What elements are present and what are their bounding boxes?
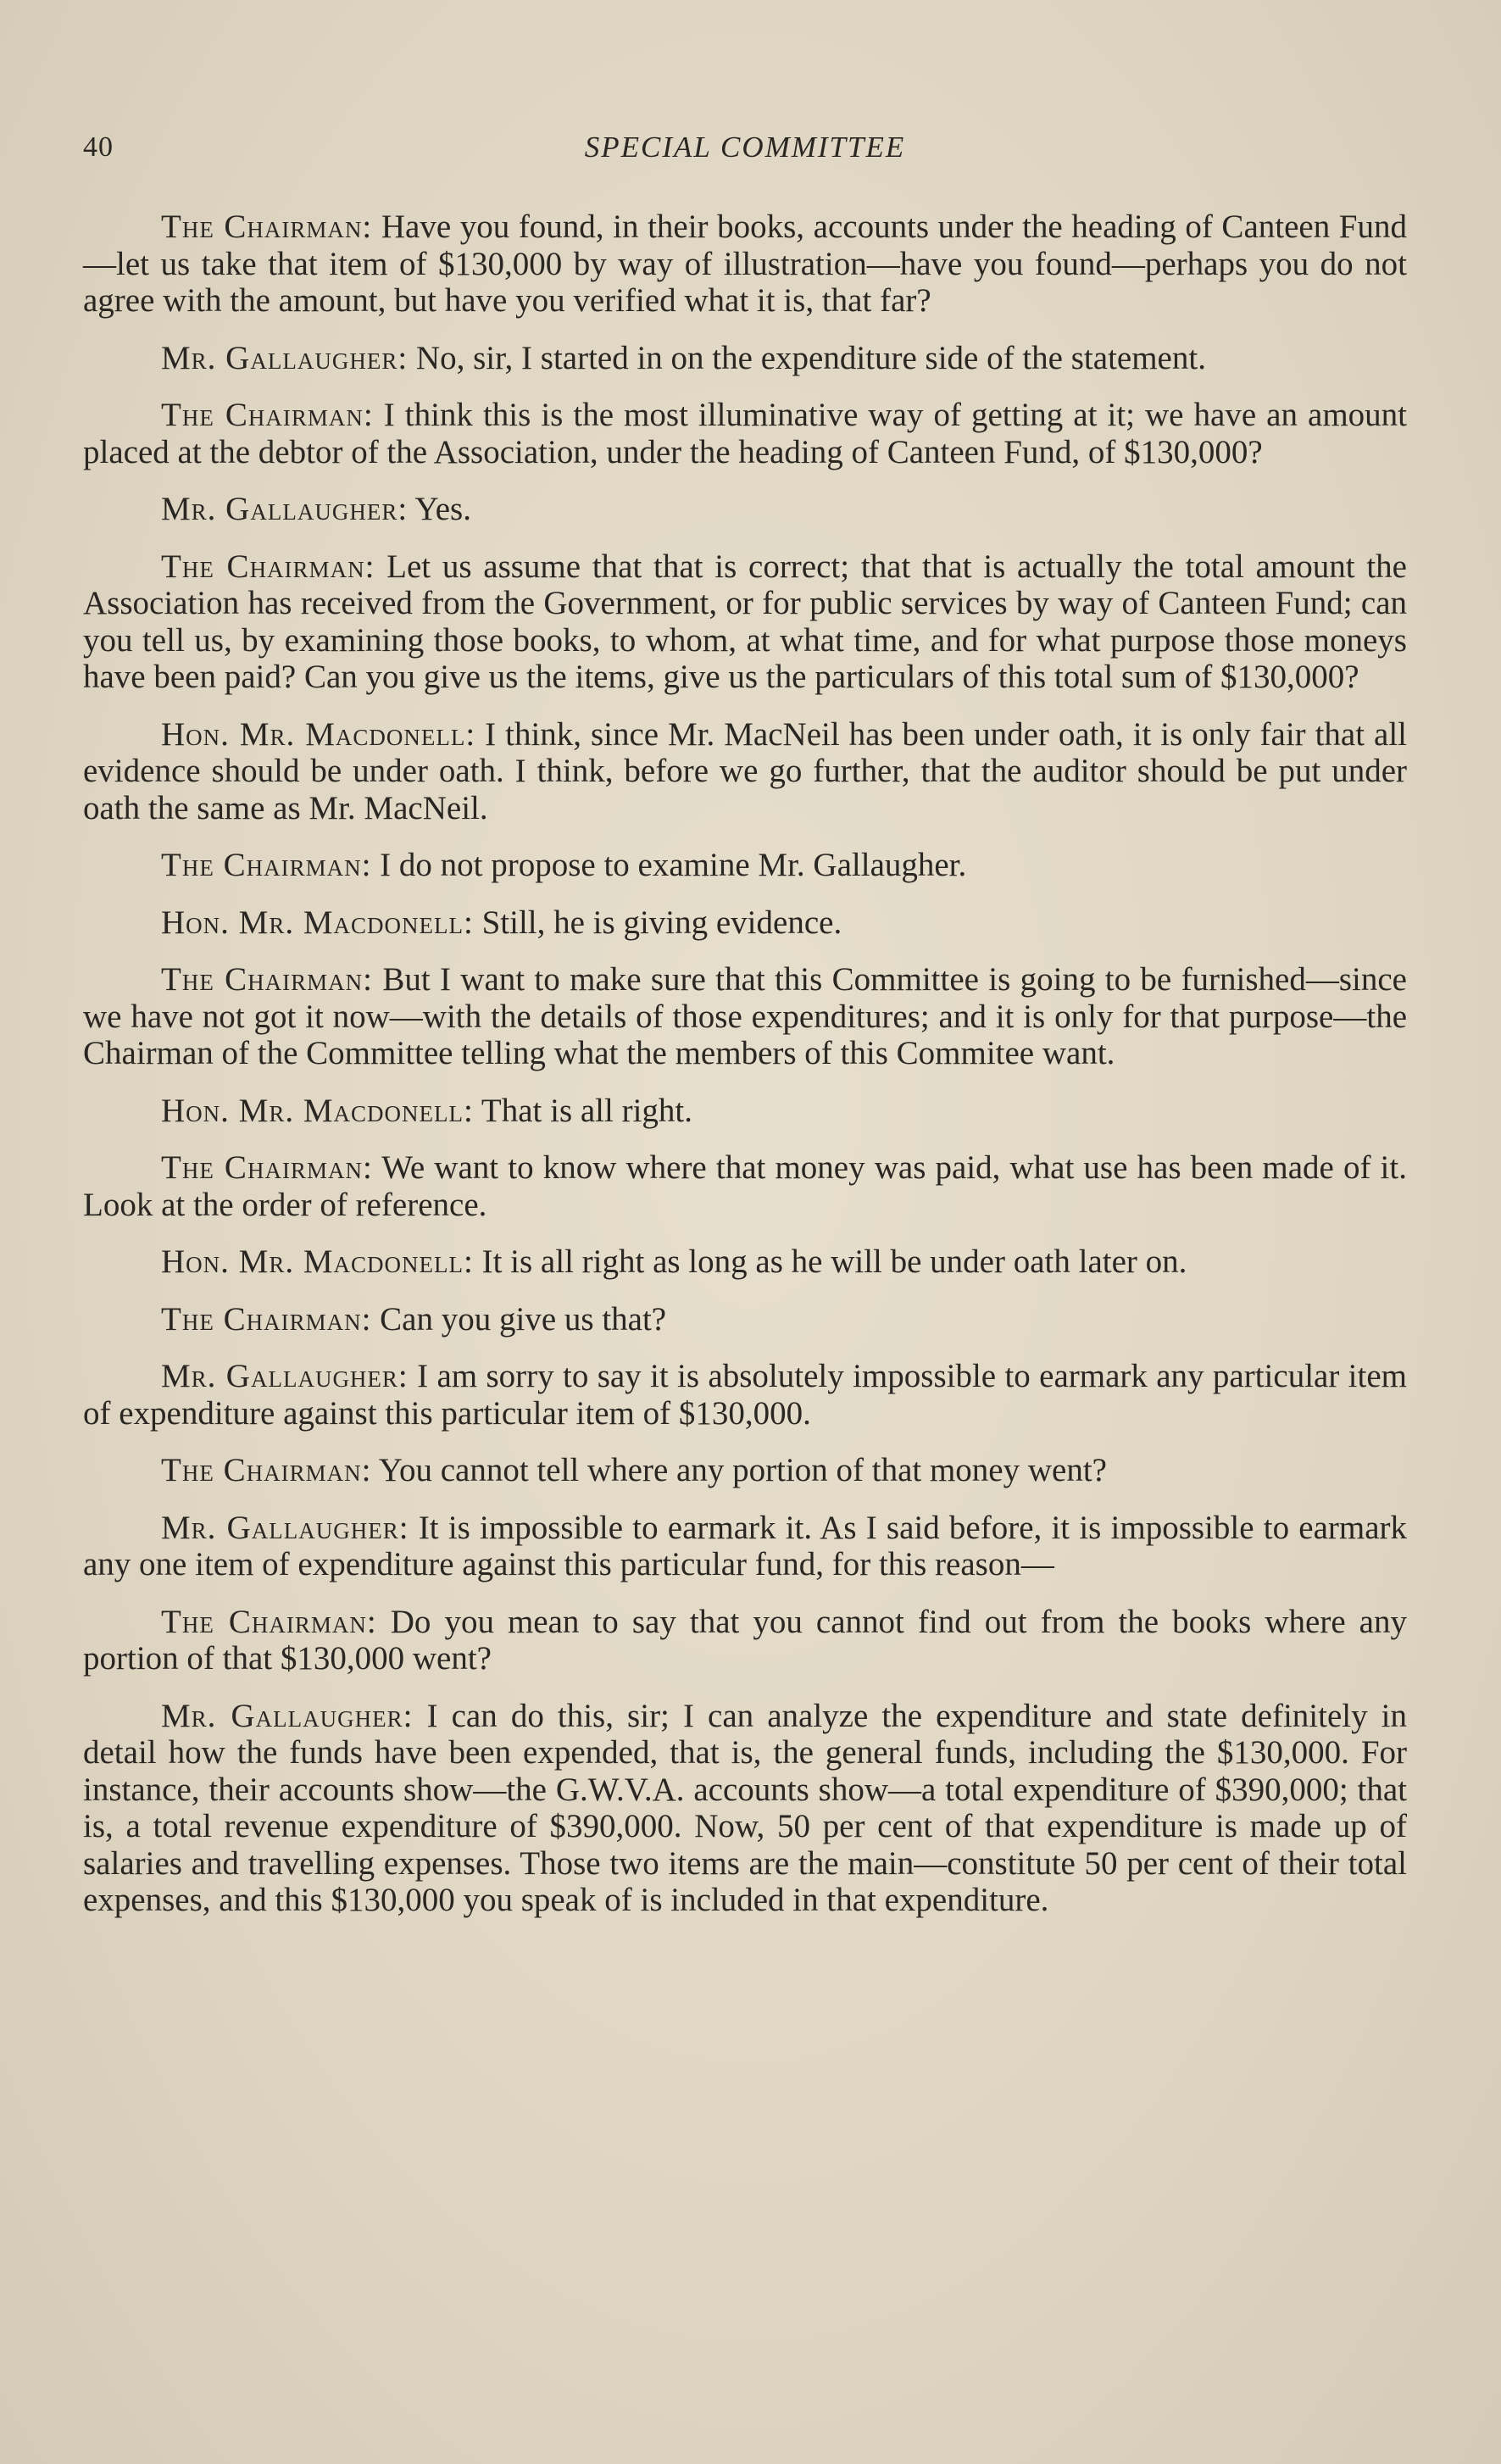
paragraph [83, 1698, 1407, 1919]
speech-text: You cannot tell where any portion of that money went? [371, 1452, 1107, 1488]
speech-text: It is all right as long as he will be under oath later on. [473, 1243, 1187, 1280]
speaker-name: The Chairman: [161, 961, 373, 998]
speech-text: That is all right. [473, 1092, 693, 1129]
speech-text: We want to know where that money was paid, what use has been made of it. Look at the order of reference. [83, 1149, 1407, 1223]
speaker-name: The Chairman: [161, 847, 372, 883]
speech-text: Do you mean to say that you cannot find out from the books where any portion of that $130,000 went? [83, 1603, 1407, 1677]
speaker-name: Mr. Gallaugher: [161, 1509, 409, 1546]
speaker-name: Mr. Gallaugher: [161, 339, 409, 376]
speech-text: I do not propose to examine Mr. Gallaugher. [371, 847, 967, 883]
speaker-name: Hon. Mr. Macdonell: [161, 904, 474, 941]
paragraph [83, 716, 1407, 827]
speaker-name: The Chairman: [161, 548, 375, 585]
speech-text: But I want to make sure that this Committee is going to be furnished—since we have not got it now—with the details of those expenditures; and it is only for that purpose—the Chairman of the Committee telling what the members of this Commitee want. [83, 961, 1407, 1071]
page-number: 40 [83, 131, 114, 163]
speech-text: Still, he is giving evidence. [473, 904, 842, 941]
speaker-name: The Chairman: [161, 397, 374, 433]
page-header [83, 127, 1407, 178]
speaker-name: Hon. Mr. Macdonell: [161, 1092, 474, 1129]
speech-text: No, sir, I started in on the expenditure side of the statement. [408, 339, 1206, 376]
paragraph [83, 1093, 1407, 1130]
paragraph [83, 209, 1407, 320]
speech-text: Let us assume that that is correct; that that is actually the total amount the Association has received from the Government, or for public services by way of Canteen Fund; can you tell us, by examining those books, to whom, at what time, and for what purpose those moneys have been paid? Can you give us the items, give us the particulars of this total sum of $130,000? [83, 548, 1407, 695]
speech-text: I think this is the most illuminative way of getting at it; we have an amount placed at the debtor of the Association, under the heading of Canteen Fund, of $130,000? [83, 397, 1407, 470]
speech-text: Can you give us that? [371, 1300, 667, 1338]
speaker-name: Mr. Gallaugher: [161, 1358, 409, 1394]
paragraph [83, 397, 1407, 470]
paragraph [83, 491, 1407, 528]
speaker-name: The Chairman: [161, 1149, 373, 1186]
running-title: SPECIAL COMMITTEE [584, 131, 906, 164]
paragraph [83, 961, 1407, 1072]
speech-text: Have you found, in their books, accounts under the heading of Canteen Fund—let us take that item of $130,000 by way of illustration—have you found—perhaps you do not agree with the amount, but have you verified what it is, that far? [83, 209, 1407, 319]
paragraph [83, 1452, 1407, 1489]
paragraph [83, 1604, 1407, 1677]
paragraph [83, 1301, 1407, 1338]
speaker-name: The Chairman: [161, 1452, 372, 1488]
paragraph [83, 548, 1407, 696]
speaker-name: The Chairman: [161, 1300, 372, 1338]
speech-text: Yes. [408, 491, 471, 527]
transcript-body [83, 209, 1407, 1939]
speaker-name: Mr. Gallaugher: [161, 1697, 414, 1734]
speaker-name: The Chairman: [161, 1603, 377, 1640]
paragraph [83, 1243, 1407, 1281]
paragraph [83, 1149, 1407, 1223]
speech-text: I can do this, sir; I can analyze the expenditure and state definitely in detail how the funds have been expended, that is, the general funds, including the $130,000. For instance, their accounts show—the G.W.V.A. accounts show—a total expenditure of $390,000; that is, a total revenue expenditure of $390,000. Now, 50 per cent of that expenditure is made up of salaries and travelling expenses. Those two items are the main—constitute 50 per cent of their total expenses, and this $130,000 you speak of is included in that expenditure. [83, 1697, 1407, 1918]
paragraph [83, 340, 1407, 377]
paragraph [83, 904, 1407, 942]
paragraph [83, 1510, 1407, 1583]
speaker-name: Hon. Mr. Macdonell: [161, 715, 476, 753]
speaker-name: Hon. Mr. Macdonell: [161, 1243, 474, 1280]
speaker-name: The Chairman: [161, 209, 373, 245]
paragraph [83, 1358, 1407, 1432]
speech-text: I am sorry to say it is absolutely impossible to earmark any particular item of expenditure against this particular item of $130,000. [83, 1358, 1407, 1432]
speech-text: I think, since Mr. MacNeil has been under oath, it is only fair that all evidence should be under oath. I think, before we go further, that the auditor should be put under oath the same as Mr. MacNeil. [83, 715, 1407, 826]
speaker-name: Mr. Gallaugher: [161, 491, 409, 527]
paragraph [83, 847, 1407, 884]
speech-text: It is impossible to earmark it. As I said before, it is impossible to earmark any one item of expenditure against this particular fund, for this reason— [83, 1509, 1408, 1582]
